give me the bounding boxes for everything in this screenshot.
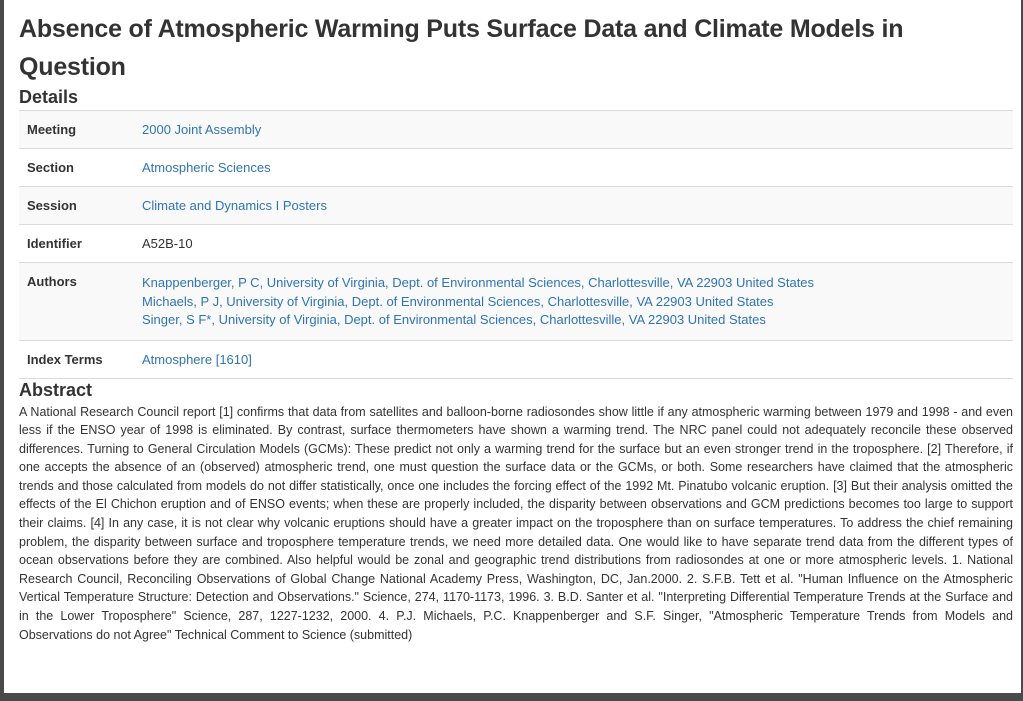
details-row-section [19,149,1013,187]
page-frame [4,0,1021,693]
section-label: Section [27,160,74,175]
authors-label: Authors [27,274,77,289]
section-value-cell [134,149,1013,187]
index-terms-value-cell [134,340,1013,378]
section-link[interactable]: Atmospheric Sciences [142,160,271,175]
meeting-link[interactable]: 2000 Joint Assembly [142,122,262,137]
session-link[interactable]: Climate and Dynamics I Posters [142,198,327,213]
meeting-value-cell [134,111,1013,149]
abstract-text: A National Research Council report [1] confirms that data from satellites and balloon-borne radiosondes show little if any atmospheric warming between 1979 and 1998 - and even less if the ENSO year of 1998 is eliminated. By contrast, surface thermometers have shown a warming trend. The NRC panel could not adequately reconcile these observed differences. Turning to General Circulation Models (GCMs): These predict not only a warming trend for the surface but an even stronger trend in the troposphere. [2] Therefore, if one accepts the absence of an (observed) atmospheric trend, one must question the surface data or the GCMs, or both. Some researchers have claimed that the atmospheric trends and those calculated from models do not differ statistically, once one includes the forcing effect of the 1992 Mt. Pinatubo volcanic eruption. [3] But their analysis omitted the effects of the El Chichon eruption and of ENSO events; when these are properly included, the disparity between observations and GCM predictions becomes too large to support their claims. [4] In any case, it is not clear why volcanic eruptions should have a greater impact on the troposphere than on surface temperatures. To address the chief remaining problem, the disparity between surface and troposphere temperature trends, we need more detailed data. One would like to have separate trend data from the different types of ocean observations before they are combined. Also helpful would be zonal and geographic trend distributions from radiosondes at one or more atmospheric levels. 1. National Research Council, Reconciling Observations of Global Change National Academy Press, Washington, DC, Jan.2000. 2. S.F.B. Tett et al. "Human Influence on the Atmospheric Vertical Temperature Structure: Detection and Observations." Science, 274, 1170-1173, 1996. 3. B.D. Santer et al. "Interpreting Differential Temperature Trends at the Surface and in the Lower Troposphere" Science, 287, 1227-1232, 2000. 4. P.J. Michaels, P.C. Knappenberger and S.F. Singer, "Atmospheric Temperature Trends from Models and Observations do not Agree" Technical Comment to Science (submitted) [19,404,1013,642]
identifier-label: Identifier [27,236,82,251]
details-row-index-terms [19,340,1013,378]
session-value-cell [134,187,1013,225]
main-content [19,10,1013,644]
author-link[interactable]: Knappenberger, P C, University of Virginia, Dept. of Environmental Sciences, Charlottesville, VA 22903 United States [142,275,815,290]
author-link[interactable]: Singer, S F*, University of Virginia, Dept. of Environmental Sciences, Charlottesville, VA 22903 United States [142,312,766,327]
authors-value-cell [134,263,1013,341]
session-label: Session [27,198,77,213]
author-link[interactable]: Michaels, P J, University of Virginia, Dept. of Environmental Sciences, Charlottesville, VA 22903 United States [142,293,774,309]
details-row-session [19,187,1013,225]
identifier-value: A52B-10 [142,236,193,251]
details-row-meeting [19,111,1013,149]
abstract-heading: Abstract [19,379,93,400]
details-row-identifier [19,225,1013,263]
meeting-label: Meeting [27,122,77,137]
details-row-authors [19,263,1013,341]
index-term-link[interactable]: Atmosphere [1610] [142,351,252,367]
details-table [19,110,1013,379]
page-title: Absence of Atmospheric Warming Puts Surface Data and Climate Models in Question [19,15,904,81]
index-terms-label: Index Terms [27,351,103,367]
details-heading: Details [19,87,79,107]
